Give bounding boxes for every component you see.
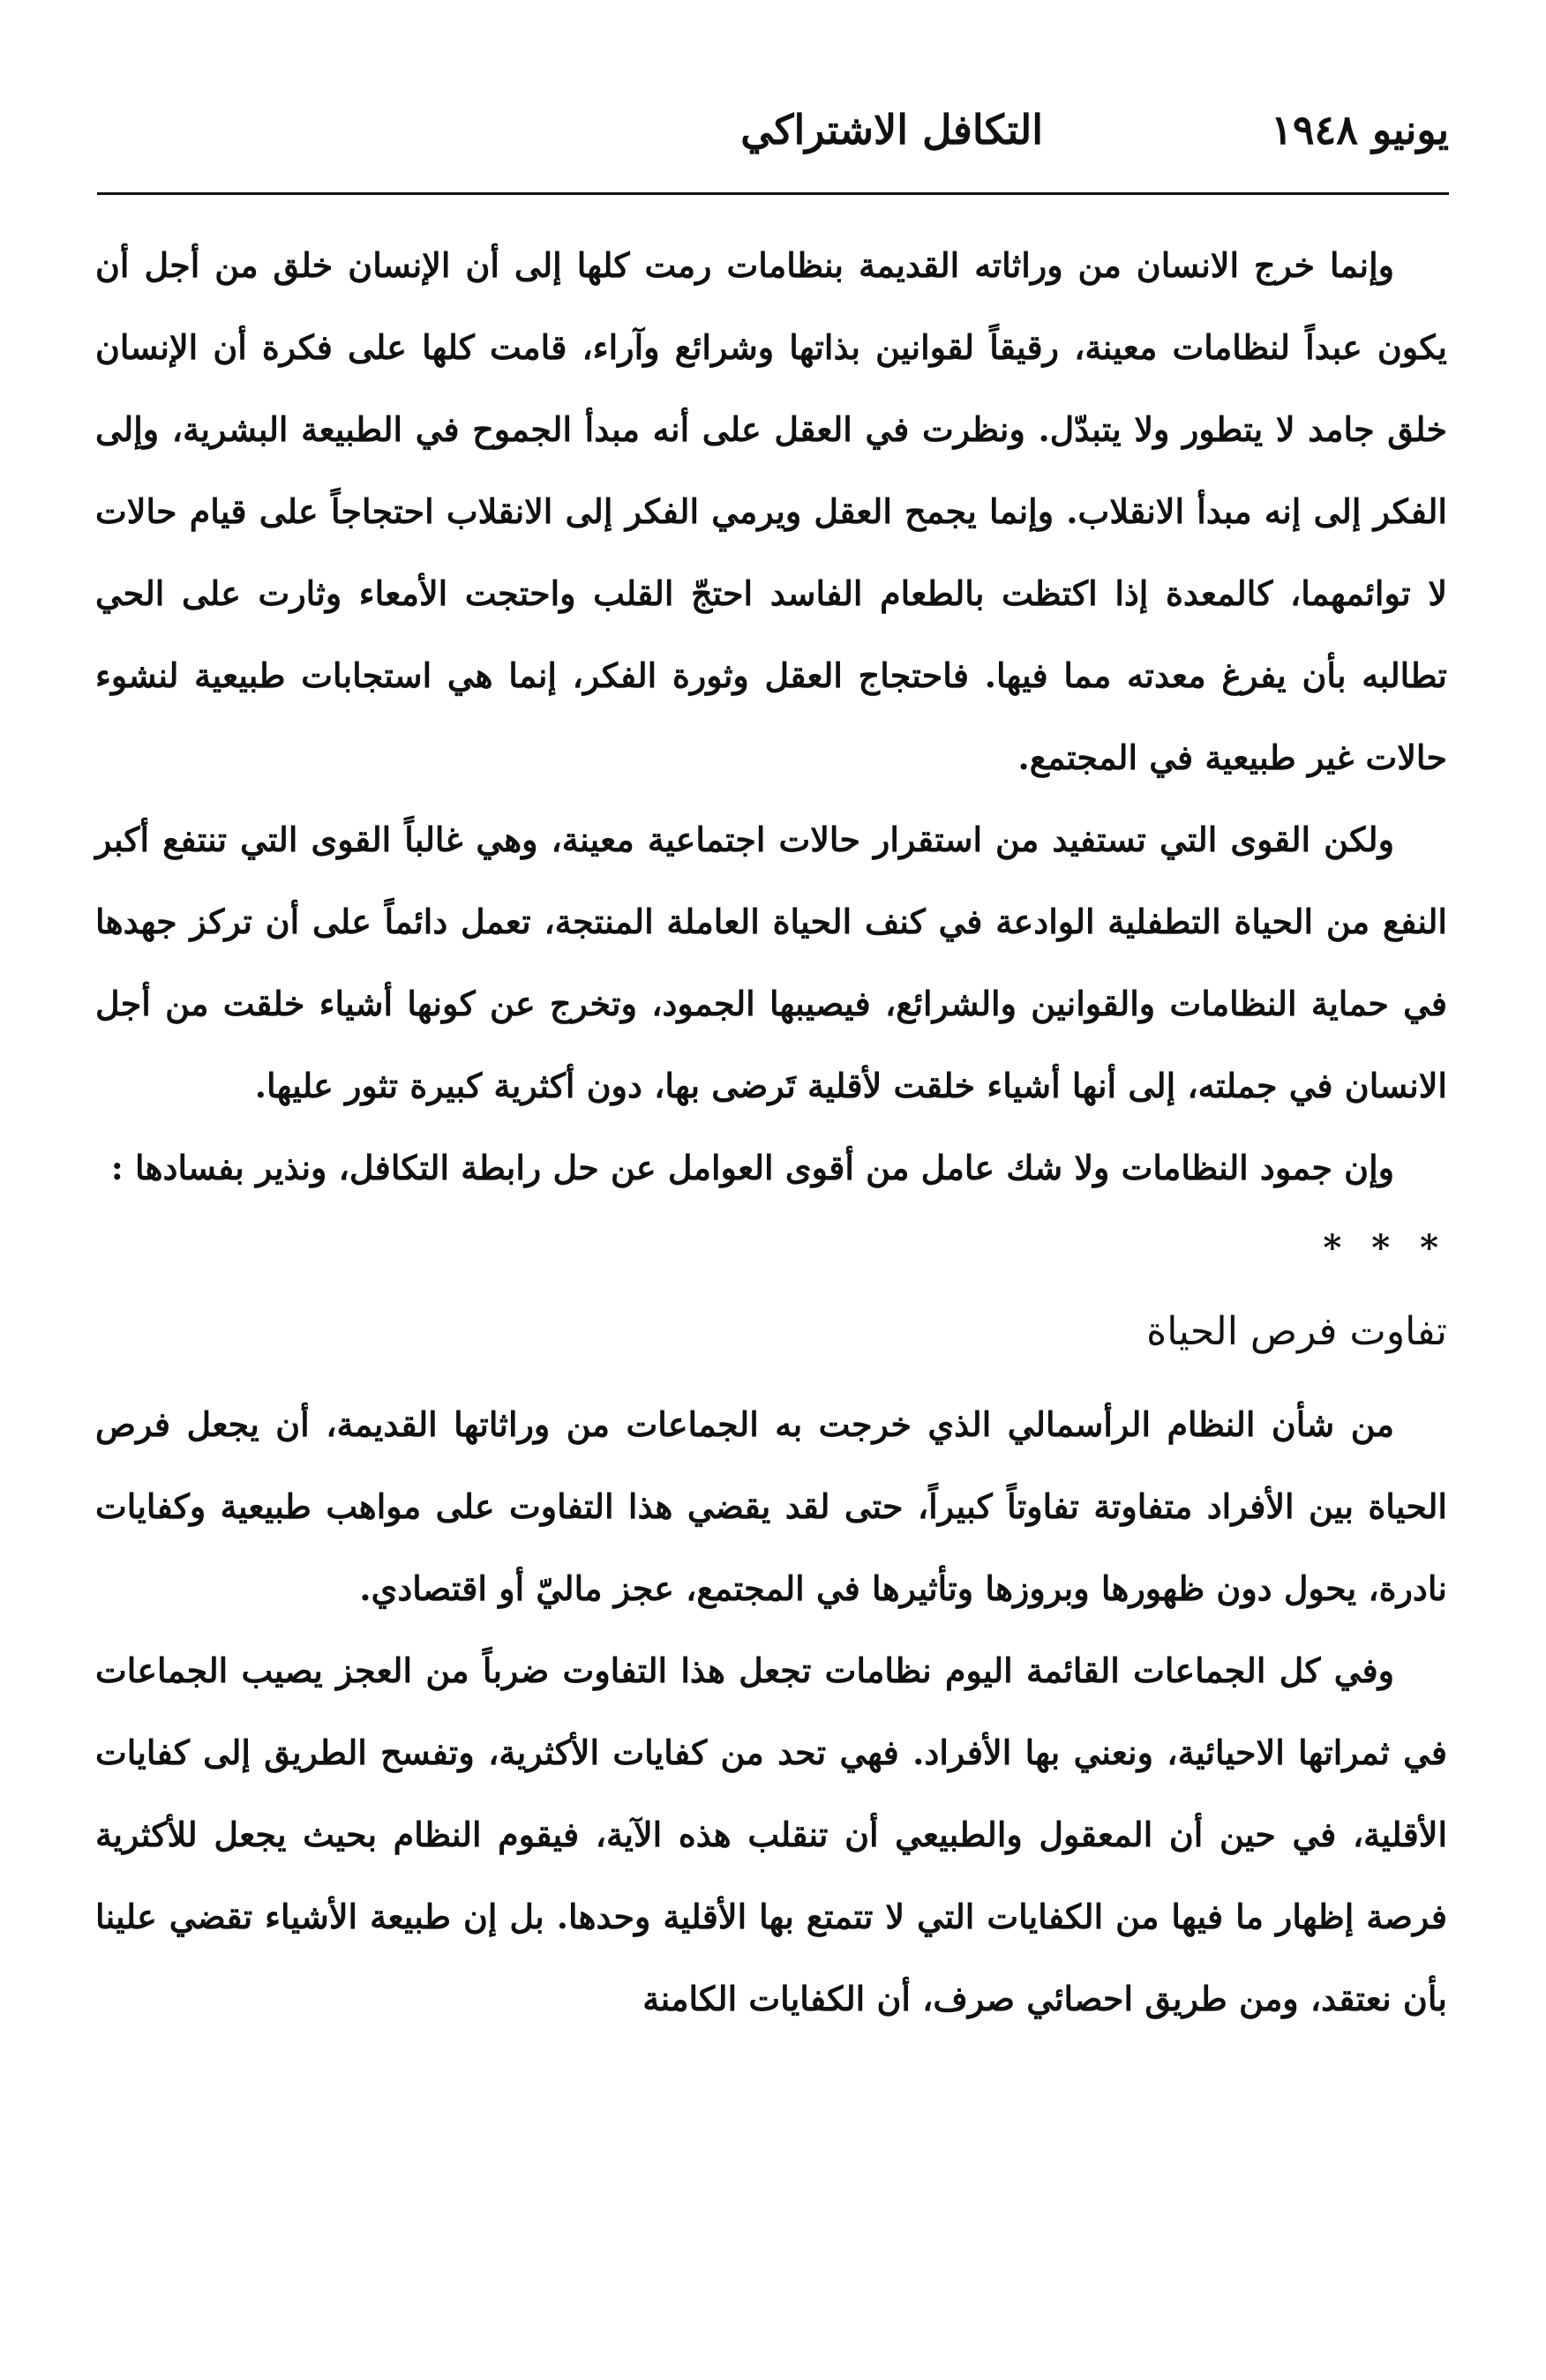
page-header	[97, 106, 1449, 185]
paragraph: وفي كل الجماعات القائمة اليوم نظامات تجعل هذا التفاوت ضرباً من العجز يصيب الجماعات في ثمراتها الاحيائية، ونعني بها الأفراد. فهي تحد من كفايات الأكثرية، وتفسح الطريق إلى كفايات الأقلية، في حين أن المعقول والطبيعي أن تنقلب هذه الآية، فيقوم النظام بحيث يجعل للأكثرية فرصة إظهار ما فيها من الكفايات التي لا تتمتع بها الأقلية وحدها. بل إن طبيعة الأشياء تقضي علينا بأن نعتقد، ومن طريق احصائي صرف، أن الكفايات الكامنة	[95, 1650, 1447, 2018]
section-separator: * * *	[1323, 1227, 1447, 1269]
header-rule	[97, 192, 1449, 195]
header-title: التكافل الاشتراكي	[740, 106, 1043, 153]
section-heading: تفاوت فرص الحياة	[1146, 1309, 1447, 1354]
article-body	[95, 224, 1447, 2039]
paragraph: وإن جمود النظامات ولا شك عامل من أقوى العوامل عن حل رابطة التكافل، ونذير بفسادها :	[110, 1148, 1394, 1187]
paragraph: وإنما خرج الانسان من وراثاته القديمة بنظامات رمت كلها إلى أن الإنسان خلق من أجل أن يكون عبداً لنظامات معينة، رقيقاً لقوانين بذاتها وشرائع وآراء، قامت كلها على فكرة أن الإنسان خلق جامد لا يتطور ولا يتبدّل. ونظرت في العقل على أنه مبدأ الجموح في الطبيعة البشرية، وإلى الفكر إلى إنه مبدأ الانقلاب. وإنما يجمح العقل ويرمي الفكر إلى الانقلاب احتجاجاً على قيام حالات لا توائمهما، كالمعدة إذا اكتظت بالطعام الفاسد احتجّ القلب واحتجت الأمعاء وثارت على الحي تطالبه بأن يفرغ معدته مما فيها. فاحتجاج العقل وثورة الفكر، إنما هي استجابات طبيعية لنشوء حالات غير طبيعية في المجتمع.	[95, 245, 1447, 777]
header-date: يونيو ١٩٤٨	[1271, 106, 1449, 153]
paragraph: ولكن القوى التي تستفيد من استقرار حالات اجتماعية معينة، وهي غالباً القوى التي تنتفع أكبر النفع من الحياة التطفلية الوادعة في كنف الحياة العاملة المنتجة، تعمل دائماً على أن تركز جهدها في حماية النظامات والقوانين والشرائع، فيصيبها الجمود، وتخرج عن كونها أشياء خلقت من أجل الانسان في جملته، إلى أنها أشياء خلقت لأقلية تَرضى بها، دون أكثرية كبيرة تثور عليها.	[95, 820, 1447, 1105]
paragraph: من شأن النظام الرأسمالي الذي خرجت به الجماعات من وراثاتها القديمة، أن يجعل فرص الحياة بين الأفراد متفاوتة تفاوتاً كبيراً، حتى لقد يقضي هذا التفاوت على مواهب طبيعية وكفايات نادرة، يحول دون ظهورها وبروزها وتأثيرها في المجتمع، عجز ماليّ أو اقتصادي.	[95, 1404, 1447, 1608]
